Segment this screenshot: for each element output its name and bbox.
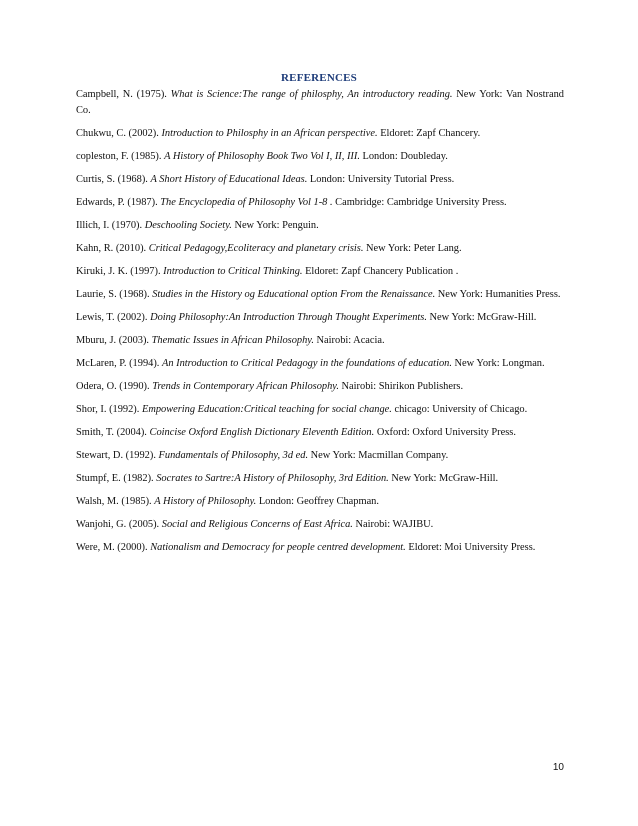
- reference-author-year: Lewis, T. (2002).: [76, 311, 151, 323]
- reference-title: Fundamentals of Philosophy, 3d ed.: [158, 449, 309, 461]
- reference-author-year: Mburu, J. (2003).: [76, 334, 152, 346]
- reference-entry: [76, 333, 564, 349]
- reference-entry: [76, 471, 564, 487]
- reference-author-year: Illich, I. (1970).: [76, 219, 145, 231]
- references-heading: REFERENCES: [281, 72, 357, 84]
- reference-publisher: London: Doubleday.: [359, 150, 448, 162]
- reference-title: A History of Philosophy Book Two Vol I, II, III.: [164, 150, 360, 162]
- reference-entry: [76, 195, 564, 211]
- reference-author-year: Were, M. (2000).: [76, 541, 151, 553]
- reference-title: Empowering Education:Critical teaching for social change.: [141, 403, 392, 415]
- reference-author-year: Chukwu, C. (2002).: [76, 127, 162, 139]
- reference-title: Critical Pedagogy,Ecoliteracy and planetary crisis.: [148, 242, 364, 254]
- reference-title: Studies in the History og Educational option From the Renaissance.: [152, 288, 436, 300]
- reference-publisher: New York: Van Nostrand Co.: [76, 89, 564, 116]
- reference-title: Trends in Contemporary African Philosophy.: [152, 380, 339, 392]
- reference-entry: [76, 379, 564, 395]
- reference-entry: [76, 517, 564, 533]
- reference-author-year: Laurie, S. (1968).: [76, 288, 153, 300]
- reference-publisher: Eldoret: Moi University Press.: [405, 541, 536, 553]
- reference-author-year: Curtis, S. (1968).: [76, 173, 151, 185]
- reference-entry: [76, 448, 564, 464]
- reference-entry: [76, 494, 564, 510]
- reference-publisher: Eldoret: Zapf Chancery Publication .: [302, 265, 459, 277]
- reference-entry: [76, 218, 564, 234]
- reference-author-year: Kahn, R. (2010).: [76, 242, 149, 254]
- reference-author-year: Campbell, N. (1975).: [76, 89, 171, 100]
- reference-entry: [76, 241, 564, 257]
- reference-author-year: Odera, O. (1990).: [76, 380, 153, 392]
- reference-title: Socrates to Sartre:A History of Philosophy, 3rd Edition.: [156, 472, 389, 484]
- reference-entry: [76, 425, 564, 441]
- reference-title: Introduction to Critical Thinking.: [163, 265, 303, 277]
- reference-publisher: New York: Humanities Press.: [435, 288, 561, 300]
- reference-title: Doing Philosophy:An Introduction Through Thought Experiments.: [150, 311, 427, 323]
- page-number: 10: [552, 762, 564, 773]
- reference-publisher: London: University Tutorial Press.: [307, 173, 455, 185]
- reference-author-year: Stewart, D. (1992).: [76, 449, 159, 461]
- reference-title: Introduction to Philosphy in an African perspective.: [161, 127, 378, 139]
- reference-publisher: New York: Penguin.: [231, 219, 319, 231]
- reference-author-year: McLaren, P. (1994).: [76, 357, 162, 369]
- reference-title: A Short History of Educational Ideas.: [150, 173, 308, 185]
- reference-title: An Introduction to Critical Pedagogy in the foundations of education.: [162, 357, 452, 369]
- reference-publisher: New York: McGraw-Hill.: [426, 311, 537, 323]
- reference-title: Nationalism and Democracy for people centred development.: [150, 541, 406, 553]
- reference-publisher: Eldoret: Zapf Chancery.: [377, 127, 481, 139]
- reference-entry: [76, 540, 564, 556]
- reference-author-year: Kiruki, J. K. (1997).: [76, 265, 164, 277]
- reference-entry: [76, 356, 564, 372]
- reference-author-year: Edwards, P. (1987).: [76, 196, 161, 208]
- reference-entry: [76, 287, 564, 303]
- reference-publisher: Nairobi: WAJIBU.: [352, 518, 434, 530]
- reference-title: Thematic Issues in African Philosophy.: [151, 334, 314, 346]
- reference-entry: [76, 126, 564, 142]
- reference-publisher: London: Geoffrey Chapman.: [256, 495, 379, 507]
- reference-title: Deschooling Society.: [144, 219, 232, 231]
- reference-author-year: copleston, F. (1985).: [76, 150, 165, 162]
- reference-entry: [76, 172, 564, 188]
- reference-publisher: New York: Macmillan Company.: [308, 449, 449, 461]
- reference-entry: [76, 87, 564, 118]
- reference-author-year: Smith, T. (2004).: [76, 426, 150, 438]
- reference-list: [76, 87, 564, 563]
- reference-entry: [76, 149, 564, 165]
- reference-publisher: Nairobi: Acacia.: [313, 334, 385, 346]
- reference-entry: [76, 264, 564, 280]
- reference-publisher: New York: McGraw-Hill.: [388, 472, 499, 484]
- reference-publisher: chicago: University of Chicago.: [391, 403, 528, 415]
- reference-entry: [76, 310, 564, 326]
- reference-publisher: New York: Peter Lang.: [363, 242, 462, 254]
- reference-title: The Encyclopedia of Philosophy Vol 1-8 .: [160, 196, 333, 208]
- reference-author-year: Walsh, M. (1985).: [76, 495, 155, 507]
- reference-title: Social and Religious Concerns of East Africa.: [161, 518, 353, 530]
- reference-author-year: Shor, I. (1992).: [76, 403, 142, 415]
- reference-title: A History of Philosophy.: [154, 495, 257, 507]
- reference-publisher: New York: Longman.: [451, 357, 545, 369]
- reference-entry: [76, 402, 564, 418]
- reference-title: What is Science:The range of philosphy, An introductory reading.: [170, 89, 453, 100]
- reference-author-year: Wanjohi, G. (2005).: [76, 518, 162, 530]
- reference-publisher: Nairobi: Shirikon Publishers.: [338, 380, 464, 392]
- reference-publisher: Cambridge: Cambridge University Press.: [332, 196, 507, 208]
- reference-author-year: Stumpf, E. (1982).: [76, 472, 157, 484]
- reference-title: Coincise Oxford English Dictionary Eleventh Edition.: [149, 426, 375, 438]
- reference-publisher: Oxford: Oxford University Press.: [374, 426, 516, 438]
